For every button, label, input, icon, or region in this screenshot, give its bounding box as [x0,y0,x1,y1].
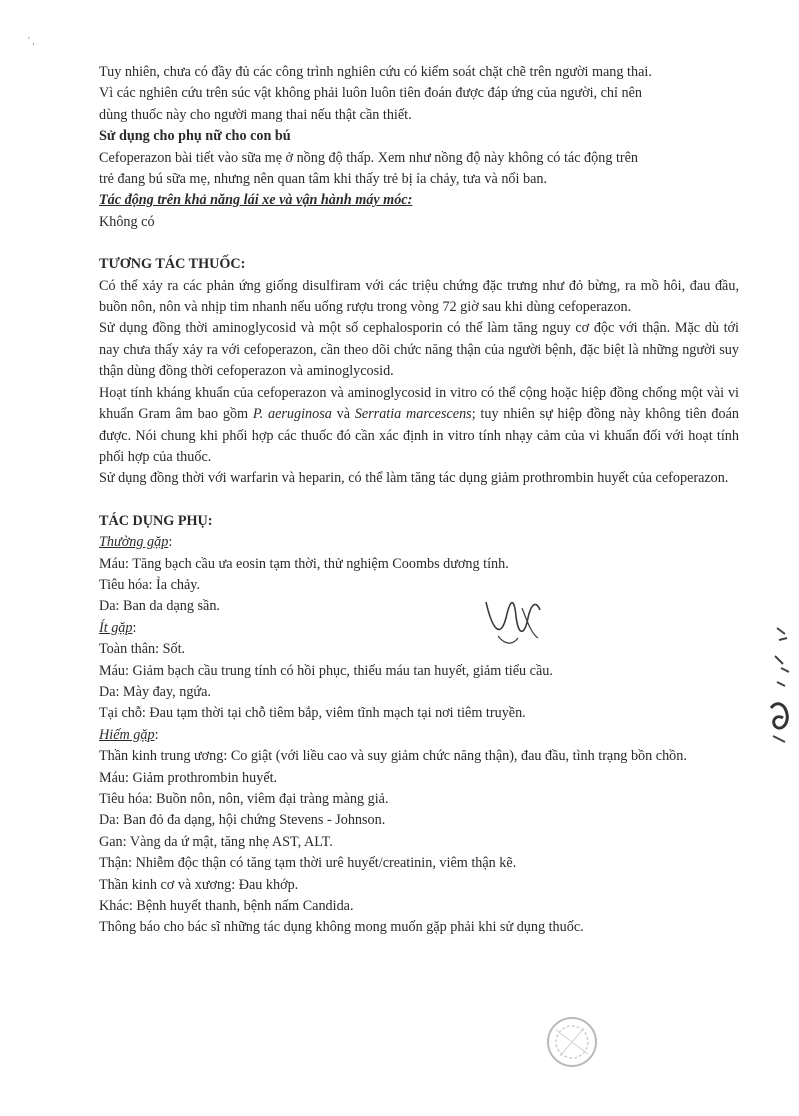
list-item: Thận: Nhiễm độc thận có tăng tạm thời urê huyết/creatinin, viêm thận kẽ. [99,855,517,872]
list-item: Tiêu hóa: Ỉa chảy. [99,576,200,593]
interactions-section [99,254,739,489]
frequency-label [99,618,739,639]
list-item: Da: Mày đay, ngứa. [99,683,211,700]
organism-name: Serratia marcescens [354,406,472,423]
list-item: Tại chỗ: Đau tạm thời tại chỗ tiêm bắp, viêm tĩnh mạch tại nơi tiêm truyền. [99,705,526,722]
text-run: ; tuy nhiên sự hiệp đồng này không tiên đoán được. Nói chung khi phối hợp các thuốc đó cần xác định in vitro tính nhạy cảm của vi khuẩn đối với hoạt tính phối hợp của thuốc. [99,406,739,465]
colon: : [168,534,173,551]
lactation-section [99,126,739,190]
list-item: Tiêu hóa: Buồn nôn, nôn, viêm đại tràng màng giả. [99,791,389,807]
list-item: Máu: Giảm prothrombin huyết. [99,769,278,786]
document-body [99,62,739,939]
text-line: Vì các nghiên cứu trên súc vật không phải luôn luôn tiên đoán được đáp ứng của người, chỉ nên [99,85,642,102]
frequency-label [99,532,739,553]
text-run: và [331,406,355,423]
signature-mark [478,588,548,648]
seal-edge-fragment [767,620,793,750]
side-effects-section [99,511,739,939]
list-item: Da: Ban đỏ đa dạng, hội chứng Stevens - Johnson. [99,812,386,829]
official-stamp [542,1012,602,1072]
text-line: Cefoperazon bài tiết vào sữa mẹ ở nồng độ thấp. Xem như nồng độ này không có tác động trên [99,149,639,166]
colon: : [132,619,137,636]
text-run: Hoạt tính kháng khuẩn của cefoperazon và aminoglycosid in vitro có thể cộng hoặc hiệp đồng chống một vài vi khuẩn Gram âm bao gồm [99,384,739,423]
interaction-paragraph: Có thể xảy ra các phản ứng giống disulfiram với các triệu chứng đặc trưng như đỏ bừng, ra mồ hôi, đau đầu, buồn nôn, nôn và nhịp tim nhanh nếu uống rượu trong vòng 72 giờ sau khi dùng cefoperazon. [99,277,739,316]
doctor-notice: Thông báo cho bác sĩ những tác dụng không mong muốn gặp phải khi sử dụng thuốc. [99,919,584,936]
list-item: Gan: Vàng da ứ mật, tăng nhẹ AST, ALT. [99,833,333,850]
list-item: Da: Ban da dạng sần. [99,598,220,615]
frequency-label [99,725,739,746]
colon: : [154,726,159,743]
side-effects-heading: TÁC DỤNG PHỤ: [99,512,213,529]
text-line: dùng thuốc này cho người mang thai nếu thật cần thiết. [99,106,412,123]
lactation-heading: Sử dụng cho phụ nữ cho con bú [99,128,291,145]
text-line: Tuy nhiên, chưa có đầy đủ các công trình nghiên cứu có kiểm soát chặt chẽ trên người mang thai. [99,64,652,80]
interaction-paragraph: Sử dụng đồng thời aminoglycosid và một số cephalosporin có thể làm tăng nguy cơ độc với thận. Mặc dù tới nay chưa thấy xảy ra với cefoperazon, cần theo dõi chức năng thận của người bệnh, đặc biệt là những người suy thận dùng đồng thời cefoperazon và aminoglycosid. [99,320,739,380]
scan-speck: ' , [28,36,35,47]
list-item: Máu: Giảm bạch cầu trung tính có hồi phục, thiếu máu tan huyết, giảm tiểu cầu. [99,662,553,679]
frequency-rare: Hiếm gặp [99,726,155,743]
organism-name: P. aeruginosa [252,406,332,423]
interactions-heading: TƯƠNG TÁC THUỐC: [99,256,246,273]
driving-section [99,190,739,233]
text-line: trẻ đang bú sữa mẹ, nhưng nên quan tâm khi thấy trẻ bị ỉa chảy, tưa và nổi ban. [99,171,548,188]
list-item: Thần kinh cơ và xương: Đau khớp. [99,876,299,893]
interaction-paragraph [99,383,739,469]
list-item: Khác: Bệnh huyết thanh, bệnh nấm Candida. [99,898,354,915]
driving-heading: Tác động trên khả năng lái xe và vận hành máy móc: [99,192,413,209]
pregnancy-section [99,62,739,126]
frequency-uncommon: Ít gặp [99,619,133,636]
driving-text: Không có [99,213,155,230]
list-item: Máu: Tăng bạch cầu ưa eosin tạm thời, thử nghiệm Coombs dương tính. [99,555,509,572]
interaction-paragraph: Sử dụng đồng thời với warfarin và heparin, có thể làm tăng tác dụng giảm prothrombin huyết của cefoperazon. [99,470,729,487]
list-item: Toàn thân: Sốt. [99,641,186,658]
frequency-common: Thường gặp [99,534,169,551]
list-item: Thần kinh trung ương: Co giật (với liều cao và suy giảm chức năng thận), đau đầu, tình trạng bồn chồn. [99,748,687,765]
